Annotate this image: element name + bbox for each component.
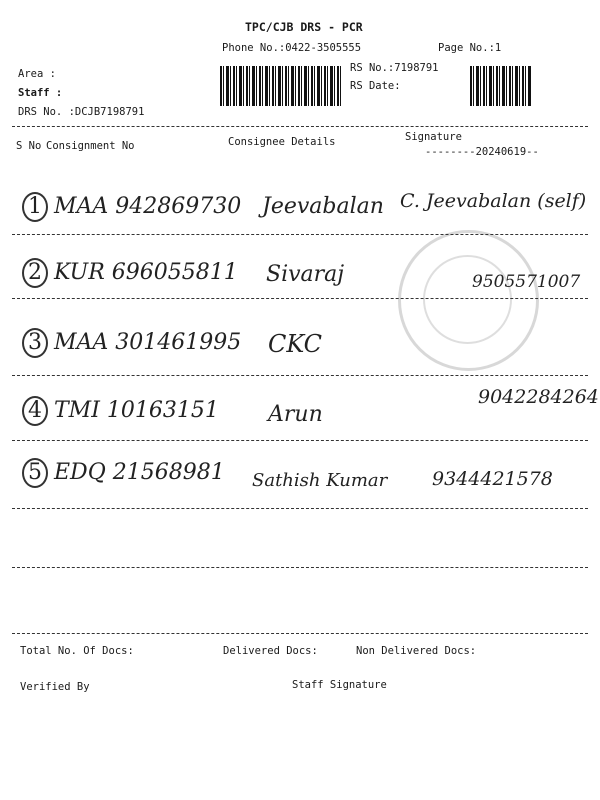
divider: [12, 567, 588, 568]
divider: [12, 440, 588, 441]
divider: [12, 508, 588, 509]
total-docs-label: Total No. Of Docs:: [20, 645, 134, 657]
consignment-no: KUR 696055811: [54, 260, 238, 285]
drs-barcode: [220, 66, 343, 106]
consignment-no: MAA 942869730: [54, 194, 242, 219]
document-title: TPC/CJB DRS - PCR: [245, 20, 363, 34]
divider: [12, 126, 588, 127]
list-item: [22, 328, 241, 358]
row-number: 4: [22, 396, 48, 426]
consignment-no: TMI 10163151: [54, 398, 219, 423]
staff-signature-label: Staff Signature: [292, 679, 387, 691]
col-signature: Signature: [405, 131, 462, 143]
rs-date: RS Date:: [350, 80, 401, 92]
signature: 9505571007: [472, 272, 581, 292]
rs-barcode: [470, 66, 532, 106]
col-sno: S No: [16, 140, 42, 152]
staff-label: Staff :: [18, 87, 63, 99]
consignee-name: Sathish Kumar: [252, 470, 388, 491]
non-delivered-docs-label: Non Delivered Docs:: [356, 645, 477, 657]
row-number: 2: [22, 258, 48, 288]
consignment-no: EDQ 21568981: [54, 460, 225, 485]
area-label: Area :: [18, 68, 56, 80]
consignment-no: MAA 301461995: [54, 330, 242, 355]
rs-number: RS No.:7198791: [350, 62, 439, 74]
consignee-name: Arun: [268, 402, 323, 427]
row-number: 5: [22, 458, 48, 488]
delivered-docs-label: Delivered Docs:: [223, 645, 318, 657]
list-item: [22, 458, 225, 488]
phone-number: Phone No.:0422-3505555: [222, 42, 362, 54]
col-consignee: Consignee Details: [228, 136, 336, 148]
page-number: Page No.:1: [438, 42, 502, 54]
list-item: [22, 258, 238, 288]
row-number: 1: [22, 192, 48, 222]
list-item: [22, 192, 241, 222]
col-consignment: Consignment No: [46, 140, 135, 152]
consignee-name: Jeevabalan: [262, 194, 384, 219]
row-number: 3: [22, 328, 48, 358]
divider: [12, 298, 588, 299]
drs-number: DRS No. :DCJB7198791: [18, 106, 145, 118]
divider: [12, 633, 588, 634]
signature: 9344421578: [432, 468, 553, 490]
rubber-stamp: [398, 230, 539, 371]
consignee-name: CKC: [268, 330, 323, 358]
list-item: [22, 396, 219, 426]
verified-by-label: Verified By: [20, 681, 90, 693]
signature: C. Jeevabalan (self): [400, 190, 587, 212]
divider: [12, 375, 588, 376]
header-date: --------20240619--: [425, 146, 539, 158]
consignee-name: Sivaraj: [266, 262, 345, 287]
signature: 9042284264: [478, 386, 599, 408]
divider: [12, 234, 588, 235]
